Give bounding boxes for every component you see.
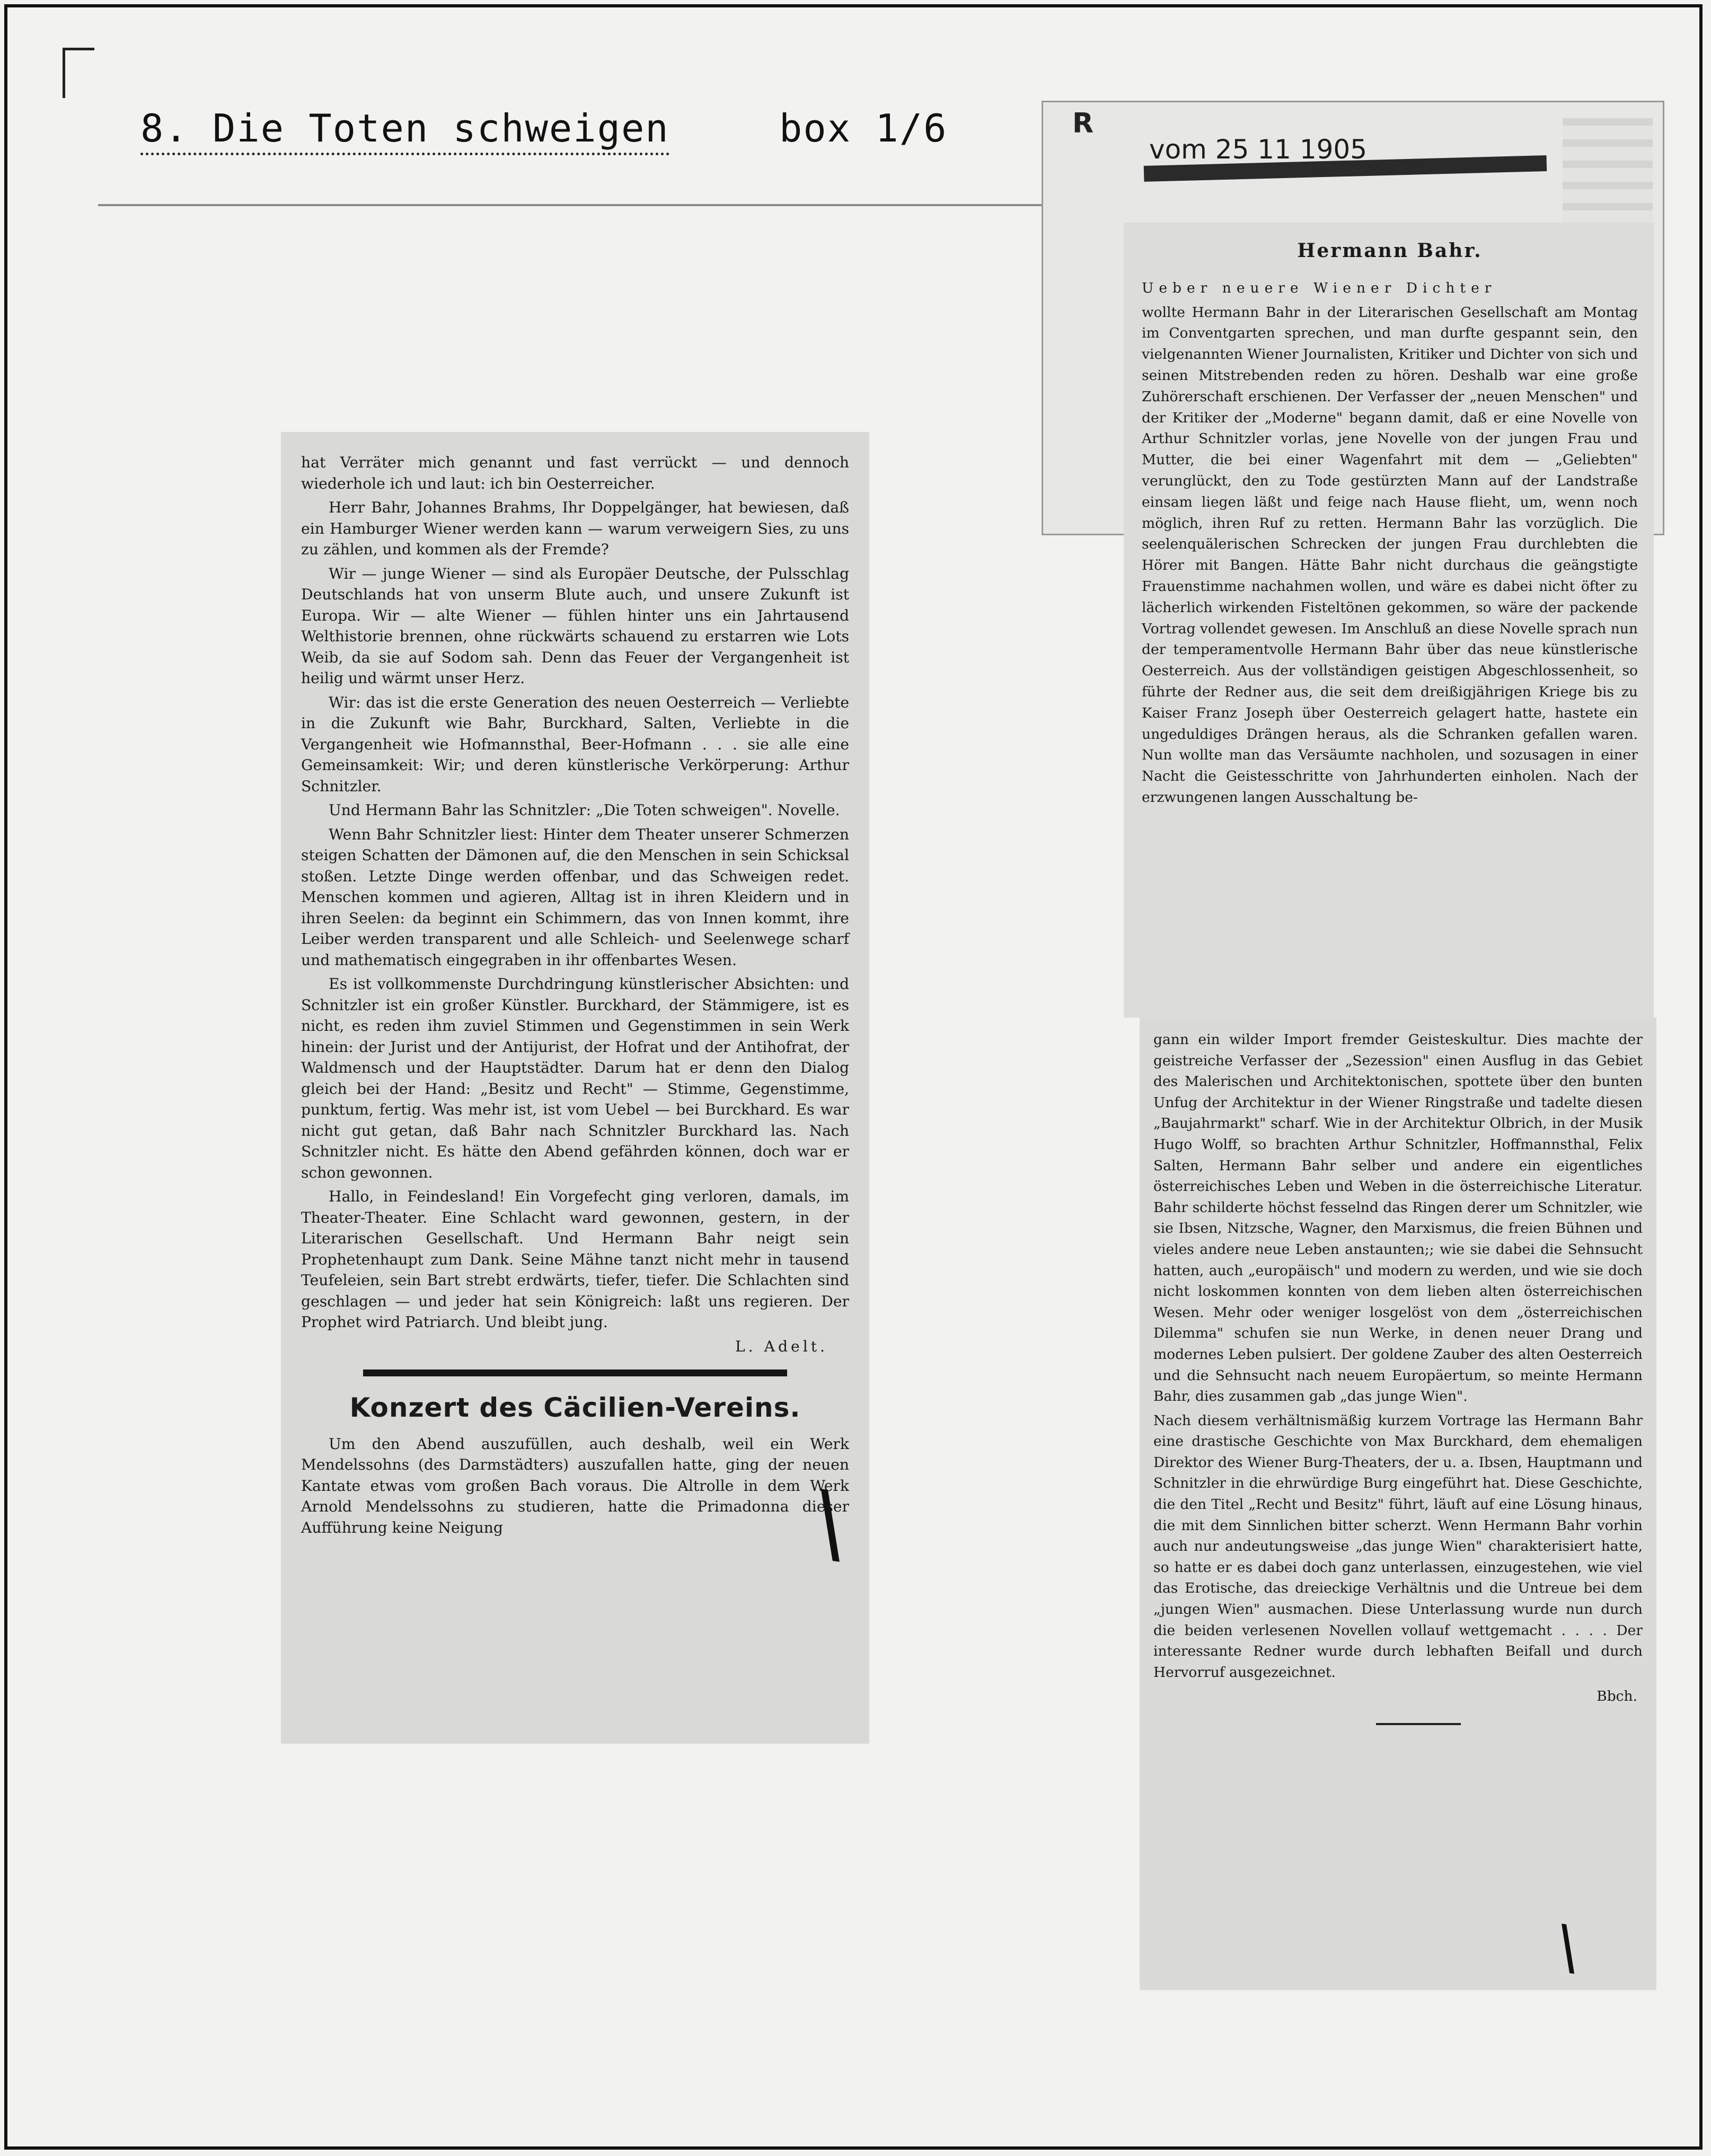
article-paragraph: Um den Abend auszufüllen, auch deshalb, weil ein Werk Mendelssohns (des Darmstädters) auszufallen hatte, ging der neuen Kantate etwas vom großen Bach voraus. Die Altrolle in dem Werk Arnold Mendelssohns zu studieren, hatte die Primadonna dieser Aufführung keine Neigung <box>301 1435 849 1536</box>
article-signature: Bbch. <box>1597 1688 1637 1705</box>
article-heading: Hermann Bahr. <box>1297 240 1483 262</box>
article-signature: L. Adelt. <box>735 1337 828 1355</box>
article-paragraph: wollte Hermann Bahr in der Literarischen Gesellschaft am Montag im Conventgarten sprechen, und man durfte gespannt sein, den vielgenannten Wiener Journalisten, Kritiker und Dichter von sich und seinen Mitstrebenden reden zu hören. Deshalb war eine große Zuhörerschaft erschienen. Der Verfasser der „neuen Menschen" und der Kritiker der „Moderne" begann damit, daß er eine Novelle von Arthur Schnitzler vorlas, jene Novelle von der jungen Frau und Mutter, die bei einer Wagenfahrt mit dem — „Geliebten" verunglückt, den zu Tode gestürzten Mann auf der Landstraße einsam liegen läßt und feige nach Hause flieht, um, wenn noch möglich, ihren Ruf zu retten. Hermann Bahr las vorzüglich. Die seelenquälerischen Schrecken der jungen Frau durchlebten die Hörer mit Bangen. Hätte Bahr nicht durchaus die geängstigte Frauenstimme nachahmen wollen, und wäre es dabei nicht öfter zu lächerlich wirkenden Fisteltönen gekommen, so wäre der packende Vortrag vollendet gewesen. Im Anschluß an diese Novelle sprach nun der temperamentvolle Hermann Bahr über das neue künstlerische Oesterreich. Aus der vollständigen geistigen Abgeschlossenheit, so führte der Redner aus, die seit dem dreißigjährigen Kriege bis zu Kaiser Franz Joseph über Oesterreich gelagert hatte, hastete ein ungeduldiges Drängen heraus, als die Schranken gefallen waren. Nun wollte man das Versäumte nachholen, und sozusagen in einer Nacht die Geistesschritte von Jahrhunderten einholen. Nach der erzwungenen langen Ausschaltung be- <box>1142 304 1638 806</box>
box-label: box 1/6 <box>779 106 948 151</box>
separator-bar <box>363 1369 787 1376</box>
article-paragraph: gann ein wilder Import fremder Geisteskultur. Dies machte der geistreiche Verfasser der „Sezession" einen Ausflug in das Gebiet des Malerischen und Architektonischen, spottete über den bunten Unfug der Architektur in der Wiener Ringstraße und tadelte diesen „Baujahrmarkt" scharf. Wie in der Architektur Olbrich, in der Musik Hugo Wolff, so brachten Arthur Schnitzler, Hoffmannsthal, Felix Salten, Hermann Bahr selber und andere ein eigentliches österreichisches Leben und Weben in die österreichische Literatur. Bahr schilderte höchst fesselnd das Ringen derer um Schnitzler, wie sie Ibsen, Nitzsche, Wagner, den Marxismus, die freien Bühnen und vieles andere neue Leben anstaunten;; wie sie dabei die Sehnsucht hatten, auch „europäisch" und modern zu werden, und wie sie doch nicht loskommen konnten von dem lieben alten österreichischen Wesen. Mehr oder weniger losgelöst von dem „österreichischen Dilemma" schufen sie nun Werke, in denen neuer Drang und modernes Leben pulsiert. Der goldene Zauber des alten Oesterreich und die Sehnsucht nach neuem Europäertum, so meinte Hermann Bahr, dies zusammen gab „das junge Wien". <box>1153 1031 1643 1405</box>
end-rule <box>1376 1723 1461 1725</box>
newspaper-clipping-right-bottom <box>1140 1018 1656 1990</box>
check-mark: \ <box>809 1472 852 1574</box>
article-paragraph: Und Hermann Bahr las Schnitzler: „Die Toten schweigen". Novelle. <box>329 801 840 819</box>
article-paragraph: Nach diesem verhältnismäßig kurzem Vortrage las Hermann Bahr eine drastische Geschichte von Max Burckhard, dem ehemaligen Direktor des Wiener Burg-Theaters, der u. a. Ibsen, Hauptmann und Schnitzler in die ehrwürdige Burg eingeführt hat. Diese Geschichte, die den Titel „Recht und Besitz" führt, läuft auf eine Lösung hinaus, die mit dem Sinnlichen bitter scherzt. Wenn Hermann Bahr vorhin auch nur andeutungsweise „das junge Wien" charakterisiert hatte, so hatte er es dabei doch ganz unterlassen, einzugestehen, wie viel das Erotische, das dreieckige Verhältnis und die Untreue bei dem „jungen Wien" ausmachen. Diese Unterlassung wurde nun durch die beiden verlesenen Novellen vollauf wettgemacht . . . . Der interessante Redner wurde durch lebhaften Beifall und durch Hervorruf ausgezeichnet. <box>1153 1412 1643 1681</box>
folder-title: 8. Die Toten schweigen <box>140 106 669 155</box>
article-paragraph: Hallo, in Feindesland! Ein Vorgefecht ging verloren, damals, im Theater-Theater. Eine Schlacht ward gewonnen, gestern, in der Literarischen Gesellschaft. Und Hermann Bahr neigt sein Prophetenhaupt zum Dank. Seine Mähne tanzt nicht mehr in tausend Teufeleien, sein Bart strebt erdwärts, tiefer, tiefer. Die Schlachten sind geschlagen — und jeder hat sein Königreich: laßt uns regieren. Der Prophet wird Patriarch. Und bleibt jung. <box>301 1188 849 1331</box>
article-paragraph: Wir — junge Wiener — sind als Europäer Deutsche, der Pulsschlag Deutschlands hat von unserm Blute auch, und unsere Zukunft ist Europa. Wir — alte Wiener — fühlen hinter uns ein Jahrtausend Welthistorie brennen, ohne rückwärts schauend zu erstarren wie Lots Weib, da sie auf Sodom sah. Denn das Feuer der Vergangenheit ist heilig und wärmt unser Herz. <box>301 564 849 687</box>
newspaper-clipping-left <box>281 432 869 1744</box>
article-paragraph: Es ist vollkommenste Durchdringung künstlerischer Absichten: und Schnitzler ist ein großer Künstler. Burckhard, der Stämmigere, ist es nicht, es reden ihm zuviel Stimmen und Gegenstimmen in sein Werk hinein: der Jurist und der Antijurist, der Hofrat und der Antihofrat, der Waldmensch und der Hauptstädter. Darum hat er denn den Dialog gleich bei der Hand: „Besitz und Recht" — Stimme, Gegenstimme, punktum, fertig. Was mehr ist, ist vom Uebel — bei Burckhard. Es war nicht gut getan, daß Bahr nach Schnitzler Burckhard las. Nach Schnitzler nicht. Es hätte den Abend gefährden können, doch war er schon gewonnen. <box>301 975 849 1181</box>
article-paragraph: Herr Bahr, Johannes Brahms, Ihr Doppelgänger, hat bewiesen, daß ein Hamburger Wiener werden kann — warum verweigern Sies, zu uns zu zählen, und kommen als der Fremde? <box>301 499 849 558</box>
article-paragraph: hat Verräter mich genannt und fast verrückt — und dennoch wiederhole ich und laut: ich bin Oesterreicher. <box>301 454 849 492</box>
article-lead: Ueber neuere Wiener Dichter <box>1142 279 1497 296</box>
section-heading: Konzert des Cäcilien-Vereins. <box>349 1392 801 1423</box>
newspaper-clipping-right-top <box>1124 223 1654 1018</box>
article-paragraph: Wenn Bahr Schnitzler liest: Hinter dem Theater unserer Schmerzen steigen Schatten der Dämonen auf, die den Menschen in sein Schicksal stoßen. Letzte Dinge werden offenbar, und das Schweigen redet. Menschen kommen und agieren, Alltag ist in ihren Kleidern und in ihren Seelen: da beginnt ein Schimmern, das von Innen kommt, ihre Leiber werden transparent und alle Schleich- und Seelenwege scharf und mathematisch eingegraben in ihr offenbartes Wesen. <box>301 825 849 969</box>
check-mark: \ <box>1554 1912 1583 1982</box>
corner-mark <box>63 48 94 98</box>
article-paragraph: Wir: das ist die erste Generation des neuen Oesterreich — Verliebte in die Zukunft wie Bahr, Burckhard, Salten, Verliebte in die Vergangenheit wie Hofmannsthal, Beer-Hofmann . . . sie alle eine Gemeinsamkeit: Wir; und deren künstlerische Verkörperung: Arthur Schnitzler. <box>301 693 849 795</box>
stamp-date: vom 25 11 1905 <box>1149 134 1368 165</box>
stamp-letter: R <box>1072 108 1094 139</box>
